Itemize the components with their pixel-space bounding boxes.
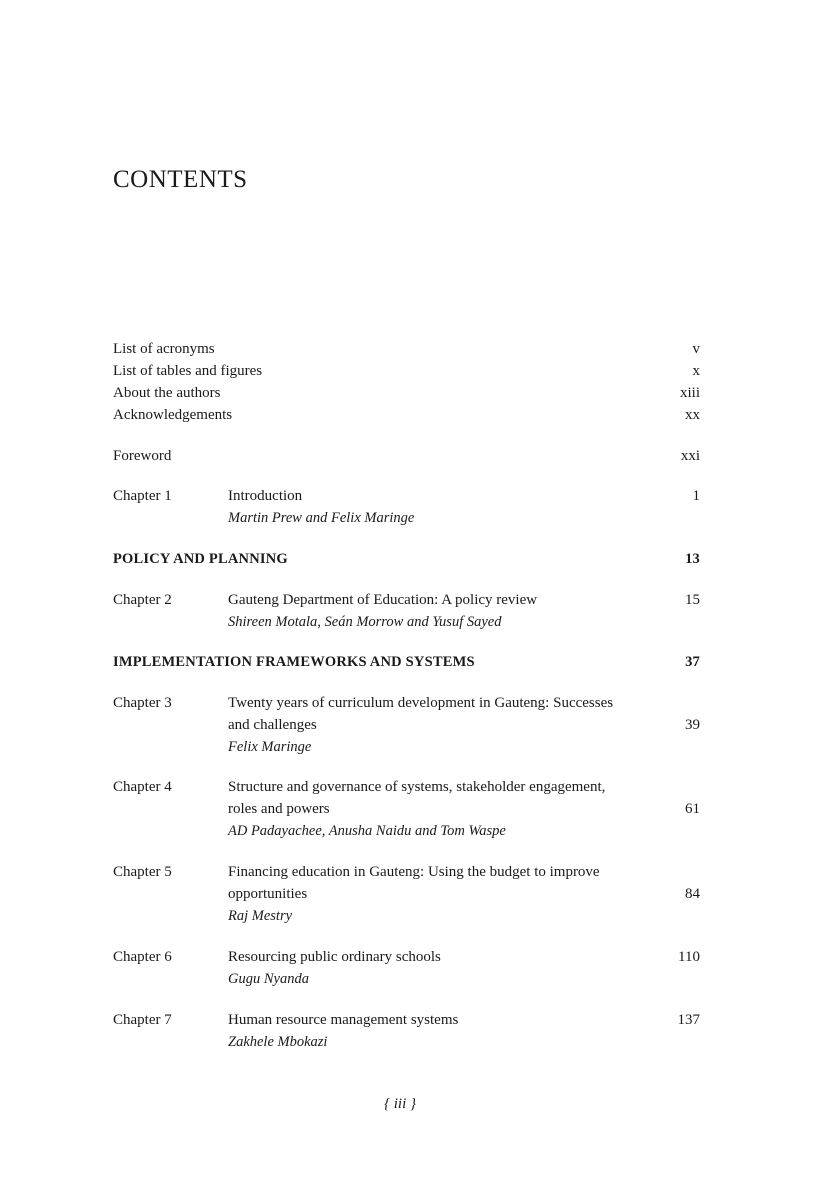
page-number: { iii } bbox=[384, 1096, 416, 1112]
chapter-title-line: Structure and governance of systems, stakeholder engagement, bbox=[228, 779, 606, 795]
chapter-label: Chapter 2 bbox=[113, 592, 172, 608]
chapter-label: Chapter 3 bbox=[113, 695, 172, 711]
chapter-page: 137 bbox=[677, 1012, 700, 1028]
chapter-title: Human resource management systems bbox=[228, 1012, 459, 1028]
chapter-title: Introduction bbox=[228, 488, 303, 504]
chapter-authors: Zakhele Mbokazi bbox=[228, 1034, 328, 1050]
entry-page: xx bbox=[685, 407, 700, 423]
chapter-title-line: Financing education in Gauteng: Using the budget to improve bbox=[228, 864, 600, 880]
chapter-title-line: and challenges bbox=[228, 717, 317, 733]
entry-label: About the authors bbox=[113, 385, 221, 401]
chapter-label: Chapter 1 bbox=[113, 488, 172, 504]
chapter-page: 39 bbox=[685, 717, 700, 733]
chapter-page: 84 bbox=[685, 886, 700, 902]
chapter-title-line: Twenty years of curriculum development in Gauteng: Successes bbox=[228, 695, 614, 711]
entry-label: Acknowledgements bbox=[113, 407, 233, 423]
chapter-authors: Felix Maringe bbox=[228, 739, 312, 755]
chapter-label: Chapter 6 bbox=[113, 949, 172, 965]
chapter-page: 1 bbox=[692, 488, 700, 504]
chapter-authors: AD Padayachee, Anusha Naidu and Tom Waspe bbox=[228, 823, 506, 839]
chapter-page: 110 bbox=[678, 949, 700, 965]
chapter-title: Resourcing public ordinary schools bbox=[228, 949, 441, 965]
page-title: CONTENTS bbox=[113, 166, 248, 193]
chapter-title: Gauteng Department of Education: A policy review bbox=[228, 592, 538, 608]
chapter-authors: Gugu Nyanda bbox=[228, 971, 309, 987]
entry-label: List of acronyms bbox=[113, 341, 215, 357]
chapter-label: Chapter 4 bbox=[113, 779, 172, 795]
chapter-page: 15 bbox=[685, 592, 700, 608]
section-title: POLICY AND PLANNING bbox=[113, 551, 288, 567]
section-page: 13 bbox=[685, 551, 700, 567]
section-page: 37 bbox=[685, 654, 700, 670]
entry-page: x bbox=[692, 363, 700, 379]
chapter-authors: Shireen Motala, Seán Morrow and Yusuf Sayed bbox=[228, 614, 502, 630]
entry-page: xxi bbox=[680, 448, 700, 464]
chapter-title-line: roles and powers bbox=[228, 801, 330, 817]
entry-label: Foreword bbox=[113, 448, 172, 464]
entry-label: List of tables and figures bbox=[113, 363, 263, 379]
entry-page: v bbox=[692, 341, 700, 357]
chapter-label: Chapter 5 bbox=[113, 864, 172, 880]
section-title: IMPLEMENTATION FRAMEWORKS AND SYSTEMS bbox=[113, 654, 475, 670]
chapter-page: 61 bbox=[685, 801, 700, 817]
chapter-authors: Martin Prew and Felix Maringe bbox=[228, 510, 415, 526]
chapter-label: Chapter 7 bbox=[113, 1012, 172, 1028]
chapter-authors: Raj Mestry bbox=[228, 908, 293, 924]
chapter-title-line: opportunities bbox=[228, 886, 308, 902]
entry-page: xiii bbox=[679, 385, 700, 401]
